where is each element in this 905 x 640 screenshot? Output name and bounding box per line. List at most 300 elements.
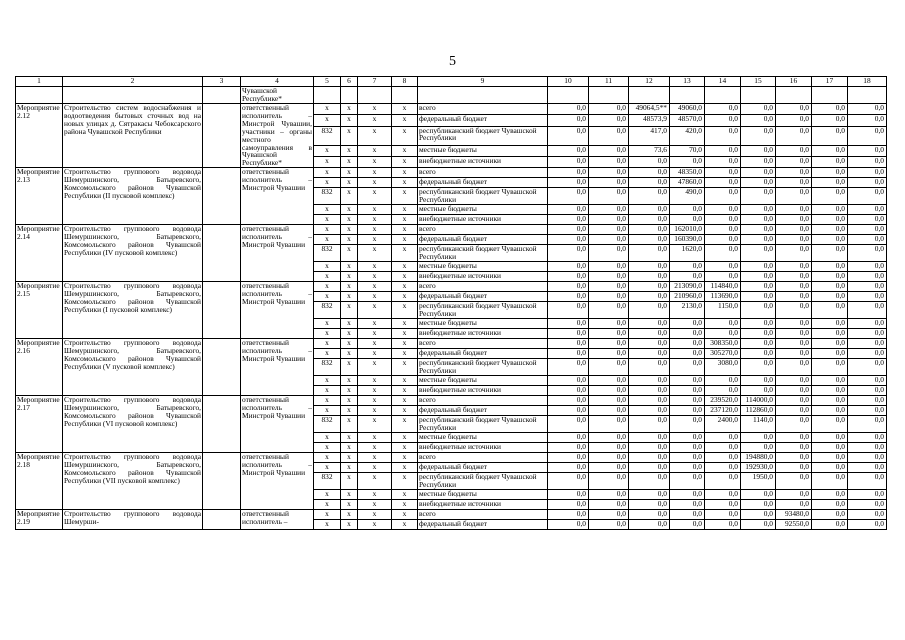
amount-cell: 0,0: [812, 292, 848, 302]
code-cell: x: [358, 272, 392, 282]
amount-cell: 0,0: [629, 386, 670, 396]
code-cell: x: [358, 490, 392, 500]
amount-cell: 0,0: [548, 319, 589, 329]
empty-cell: [314, 87, 341, 104]
code-cell: x: [341, 262, 358, 272]
column-header: 2: [63, 77, 203, 87]
amount-cell: 0,0: [548, 500, 589, 510]
code-cell: x: [314, 349, 341, 359]
code-cell: x: [358, 443, 392, 453]
code-cell: x: [341, 319, 358, 329]
column-header: 10: [548, 77, 589, 87]
measure-executor: ответственный исполнитель –: [241, 510, 314, 530]
amount-cell: 0,0: [848, 386, 887, 396]
amount-cell: 0,0: [741, 115, 776, 126]
empty-cell: [16, 87, 63, 104]
amount-cell: 0,0: [848, 490, 887, 500]
amount-cell: 0,0: [548, 510, 589, 520]
funding-source: местные бюджеты: [418, 490, 548, 500]
column-header: 5: [314, 77, 341, 87]
amount-cell: 0,0: [848, 443, 887, 453]
amount-cell: 0,0: [548, 329, 589, 339]
code-cell: x: [314, 178, 341, 188]
funding-source: внебюджетные источники: [418, 272, 548, 282]
amount-cell: 0,0: [589, 115, 629, 126]
code-cell: x: [358, 178, 392, 188]
measure-name: Строительство группового водовода Шемуршинского, Батыревского, Комсомольского районов Чувашской Республики (I пусковой комплекс): [63, 282, 203, 339]
code-cell: x: [392, 386, 418, 396]
funding-source: внебюджетные источники: [418, 215, 548, 225]
amount-cell: 0,0: [629, 416, 670, 433]
amount-cell: 0,0: [705, 272, 741, 282]
code-cell: x: [341, 520, 358, 530]
amount-cell: 0,0: [589, 205, 629, 215]
code-cell: x: [341, 235, 358, 245]
amount-cell: 0,0: [629, 292, 670, 302]
code-cell: x: [341, 126, 358, 145]
responsible-cell: [203, 396, 241, 453]
amount-cell: 0,0: [705, 453, 741, 463]
amount-cell: 210960,0: [670, 292, 705, 302]
amount-cell: 0,0: [776, 126, 812, 145]
amount-cell: 0,0: [741, 126, 776, 145]
code-cell: x: [358, 156, 392, 167]
amount-cell: 0,0: [629, 262, 670, 272]
column-header: 6: [341, 77, 358, 87]
amount-cell: 0,0: [741, 245, 776, 262]
amount-cell: 113690,0: [705, 292, 741, 302]
amount-cell: 0,0: [705, 329, 741, 339]
empty-cell: [670, 87, 705, 104]
measure-name: Строительство группового водовода Шемуршинского, Батыревского, Комсомольского районов Чувашской Республики (IV пусковой комплекс): [63, 225, 203, 282]
code-cell: x: [392, 453, 418, 463]
code-cell: x: [358, 302, 392, 319]
code-cell: x: [392, 292, 418, 302]
amount-cell: 0,0: [812, 473, 848, 490]
amount-cell: 0,0: [776, 188, 812, 205]
amount-cell: 0,0: [670, 396, 705, 406]
amount-cell: 0,0: [629, 376, 670, 386]
amount-cell: 0,0: [629, 406, 670, 416]
amount-cell: 0,0: [848, 500, 887, 510]
amount-cell: 237120,0: [705, 406, 741, 416]
amount-cell: 1150,0: [705, 302, 741, 319]
amount-cell: 0,0: [741, 490, 776, 500]
funding-source: всего: [418, 396, 548, 406]
amount-cell: 0,0: [670, 205, 705, 215]
amount-cell: 0,0: [589, 490, 629, 500]
amount-cell: 0,0: [629, 178, 670, 188]
amount-cell: 0,0: [776, 282, 812, 292]
measure-name: Строительство группового водовода Шемурши-: [63, 510, 203, 530]
amount-cell: 0,0: [589, 406, 629, 416]
code-cell: x: [392, 225, 418, 235]
amount-cell: 0,0: [741, 215, 776, 225]
empty-cell: [418, 87, 548, 104]
funding-source: республиканский бюджет Чувашской Республики: [418, 245, 548, 262]
amount-cell: 0,0: [629, 205, 670, 215]
column-header: 4: [241, 77, 314, 87]
code-cell: 832: [314, 473, 341, 490]
code-cell: x: [341, 188, 358, 205]
amount-cell: 0,0: [705, 500, 741, 510]
empty-cell: [203, 87, 241, 104]
amount-cell: 0,0: [741, 500, 776, 510]
funding-source: республиканский бюджет Чувашской Республики: [418, 126, 548, 145]
amount-cell: 0,0: [812, 168, 848, 178]
empty-cell: [63, 87, 203, 104]
amount-cell: 0,0: [776, 453, 812, 463]
amount-cell: 0,0: [548, 386, 589, 396]
page-number: 5: [449, 54, 456, 69]
amount-cell: 0,0: [812, 156, 848, 167]
amount-cell: 0,0: [812, 406, 848, 416]
code-cell: x: [341, 453, 358, 463]
amount-cell: 0,0: [548, 292, 589, 302]
amount-cell: 0,0: [589, 168, 629, 178]
amount-cell: 0,0: [848, 319, 887, 329]
funding-source: федеральный бюджет: [418, 235, 548, 245]
amount-cell: 0,0: [812, 520, 848, 530]
amount-cell: 0,0: [670, 490, 705, 500]
amount-cell: 0,0: [741, 520, 776, 530]
empty-cell: [341, 87, 358, 104]
code-cell: x: [392, 473, 418, 490]
amount-cell: 3080,0: [705, 359, 741, 376]
amount-cell: 0,0: [589, 510, 629, 520]
measure-name: Строительство группового водовода Шемуршинского, Батыревского, Комсомольского районов Чувашской Республики (V пусковой комплекс): [63, 339, 203, 396]
carryover-row: [16, 87, 887, 104]
code-cell: x: [392, 235, 418, 245]
code-cell: x: [341, 272, 358, 282]
amount-cell: 0,0: [629, 453, 670, 463]
code-cell: x: [392, 339, 418, 349]
amount-cell: 0,0: [848, 510, 887, 520]
amount-cell: 0,0: [776, 262, 812, 272]
amount-cell: 47860,0: [670, 178, 705, 188]
amount-cell: 0,0: [705, 319, 741, 329]
amount-cell: 0,0: [776, 443, 812, 453]
amount-cell: 0,0: [812, 302, 848, 319]
funding-source: внебюджетные источники: [418, 386, 548, 396]
measure-executor: ответственный исполнитель – Минстрой Чувашии: [241, 168, 314, 225]
column-header: 15: [741, 77, 776, 87]
amount-cell: 0,0: [548, 178, 589, 188]
amount-cell: 0,0: [741, 319, 776, 329]
amount-cell: 0,0: [848, 115, 887, 126]
amount-cell: 0,0: [589, 215, 629, 225]
measure-id: Мероприятие 2.14: [16, 225, 63, 282]
measure-name: Строительство группового водовода Шемуршинского, Батыревского, Комсомольского районов Чувашской Республики (VII пусковой комплекс): [63, 453, 203, 510]
funding-source: внебюджетные источники: [418, 500, 548, 510]
table-row: [16, 339, 887, 349]
code-cell: x: [341, 473, 358, 490]
amount-cell: 0,0: [741, 302, 776, 319]
amount-cell: 0,0: [670, 453, 705, 463]
amount-cell: 0,0: [629, 215, 670, 225]
code-cell: x: [392, 104, 418, 115]
measure-id: Мероприятие 2.18: [16, 453, 63, 510]
code-cell: x: [314, 319, 341, 329]
amount-cell: 0,0: [741, 386, 776, 396]
column-header: 17: [812, 77, 848, 87]
amount-cell: 0,0: [741, 205, 776, 215]
amount-cell: 0,0: [848, 520, 887, 530]
amount-cell: 0,0: [812, 386, 848, 396]
code-cell: x: [358, 188, 392, 205]
funding-source: всего: [418, 339, 548, 349]
funding-source: федеральный бюджет: [418, 178, 548, 188]
amount-cell: 0,0: [812, 433, 848, 443]
measure-executor: ответственный исполнитель – Минстрой Чувашии: [241, 339, 314, 396]
code-cell: x: [341, 302, 358, 319]
amount-cell: 0,0: [848, 453, 887, 463]
amount-cell: 0,0: [848, 329, 887, 339]
column-header: 7: [358, 77, 392, 87]
amount-cell: 0,0: [848, 245, 887, 262]
empty-cell: [548, 87, 589, 104]
amount-cell: 0,0: [548, 453, 589, 463]
amount-cell: 0,0: [670, 329, 705, 339]
code-cell: x: [392, 168, 418, 178]
code-cell: x: [358, 433, 392, 443]
table-row: [16, 282, 887, 292]
column-header: 9: [418, 77, 548, 87]
code-cell: x: [392, 115, 418, 126]
code-cell: x: [358, 215, 392, 225]
funding-source: всего: [418, 282, 548, 292]
amount-cell: 0,0: [741, 339, 776, 349]
measure-id: Мероприятие 2.17: [16, 396, 63, 453]
amount-cell: 0,0: [705, 178, 741, 188]
amount-cell: 0,0: [589, 272, 629, 282]
code-cell: x: [341, 178, 358, 188]
code-cell: 832: [314, 302, 341, 319]
code-cell: x: [392, 443, 418, 453]
code-cell: x: [314, 262, 341, 272]
code-cell: x: [392, 126, 418, 145]
amount-cell: 0,0: [705, 235, 741, 245]
amount-cell: 48573,9: [629, 115, 670, 126]
amount-cell: 1620,0: [670, 245, 705, 262]
code-cell: x: [314, 235, 341, 245]
funding-source: федеральный бюджет: [418, 463, 548, 473]
responsible-cell: [203, 282, 241, 339]
funding-source: местные бюджеты: [418, 433, 548, 443]
code-cell: x: [358, 339, 392, 349]
amount-cell: 0,0: [670, 473, 705, 490]
code-cell: x: [341, 443, 358, 453]
code-cell: x: [341, 510, 358, 520]
amount-cell: 0,0: [548, 490, 589, 500]
amount-cell: 0,0: [848, 433, 887, 443]
amount-cell: 0,0: [776, 235, 812, 245]
code-cell: x: [358, 376, 392, 386]
amount-cell: 0,0: [776, 349, 812, 359]
code-cell: x: [341, 406, 358, 416]
funding-source: федеральный бюджет: [418, 520, 548, 530]
code-cell: x: [341, 376, 358, 386]
amount-cell: 0,0: [741, 359, 776, 376]
amount-cell: 0,0: [589, 349, 629, 359]
amount-cell: 0,0: [670, 215, 705, 225]
amount-cell: 0,0: [670, 500, 705, 510]
amount-cell: 0,0: [589, 433, 629, 443]
code-cell: x: [341, 386, 358, 396]
amount-cell: 0,0: [670, 416, 705, 433]
amount-cell: 0,0: [812, 319, 848, 329]
amount-cell: 0,0: [776, 245, 812, 262]
code-cell: x: [358, 205, 392, 215]
amount-cell: 0,0: [548, 235, 589, 245]
code-cell: x: [392, 463, 418, 473]
code-cell: x: [341, 329, 358, 339]
amount-cell: 0,0: [812, 188, 848, 205]
column-header: 13: [670, 77, 705, 87]
code-cell: x: [341, 104, 358, 115]
code-cell: x: [314, 115, 341, 126]
amount-cell: 0,0: [589, 376, 629, 386]
code-cell: x: [314, 272, 341, 282]
amount-cell: 0,0: [776, 463, 812, 473]
amount-cell: 0,0: [705, 188, 741, 205]
measure-executor: ответственный исполнитель – Минстрой Чувашии, участники – органы местного самоуправления в Чувашской Республике*: [242, 103, 312, 168]
code-cell: x: [358, 359, 392, 376]
amount-cell: 0,0: [705, 156, 741, 167]
code-cell: x: [358, 282, 392, 292]
amount-cell: 0,0: [670, 510, 705, 520]
funding-source: всего: [418, 510, 548, 520]
amount-cell: 0,0: [776, 205, 812, 215]
code-cell: x: [358, 104, 392, 115]
amount-cell: 0,0: [670, 319, 705, 329]
code-cell: x: [392, 359, 418, 376]
amount-cell: 0,0: [812, 262, 848, 272]
amount-cell: 0,0: [741, 282, 776, 292]
column-header: 3: [203, 77, 241, 87]
code-cell: x: [358, 319, 392, 329]
amount-cell: 0,0: [589, 282, 629, 292]
table-row: [16, 225, 887, 235]
amount-cell: 0,0: [741, 178, 776, 188]
amount-cell: 0,0: [589, 453, 629, 463]
code-cell: x: [341, 433, 358, 443]
amount-cell: 0,0: [776, 416, 812, 433]
code-cell: x: [341, 349, 358, 359]
funding-source: республиканский бюджет Чувашской Республики: [418, 473, 548, 490]
amount-cell: 0,0: [629, 473, 670, 490]
funding-source: всего: [418, 168, 548, 178]
amount-cell: 0,0: [589, 329, 629, 339]
amount-cell: 0,0: [670, 349, 705, 359]
amount-cell: 0,0: [848, 406, 887, 416]
amount-cell: 0,0: [589, 235, 629, 245]
amount-cell: 0,0: [812, 104, 848, 115]
code-cell: x: [392, 302, 418, 319]
code-cell: x: [358, 463, 392, 473]
amount-cell: 0,0: [670, 520, 705, 530]
amount-cell: 0,0: [629, 490, 670, 500]
amount-cell: 0,0: [776, 178, 812, 188]
empty-cell: [705, 87, 741, 104]
amount-cell: 0,0: [776, 490, 812, 500]
funding-source: местные бюджеты: [418, 262, 548, 272]
amount-cell: 0,0: [812, 282, 848, 292]
code-cell: x: [314, 520, 341, 530]
amount-cell: 0,0: [812, 329, 848, 339]
table-row: [16, 396, 887, 406]
amount-cell: 0,0: [776, 500, 812, 510]
code-cell: x: [392, 178, 418, 188]
amount-cell: 0,0: [776, 145, 812, 156]
code-cell: x: [341, 145, 358, 156]
amount-cell: 0,0: [705, 520, 741, 530]
code-cell: x: [392, 396, 418, 406]
code-cell: x: [392, 406, 418, 416]
amount-cell: 0,0: [776, 115, 812, 126]
amount-cell: 160390,0: [670, 235, 705, 245]
amount-cell: 0,0: [848, 302, 887, 319]
amount-cell: 0,0: [589, 416, 629, 433]
measure-id: Мероприятие 2.13: [16, 168, 63, 225]
code-cell: x: [341, 168, 358, 178]
amount-cell: 0,0: [629, 349, 670, 359]
amount-cell: 0,0: [705, 126, 741, 145]
code-cell: x: [314, 282, 341, 292]
amount-cell: 0,0: [670, 262, 705, 272]
code-cell: x: [358, 406, 392, 416]
amount-cell: 70,0: [670, 145, 705, 156]
code-cell: x: [392, 520, 418, 530]
code-cell: x: [392, 245, 418, 262]
funding-source: федеральный бюджет: [418, 349, 548, 359]
code-cell: x: [358, 520, 392, 530]
code-cell: x: [358, 168, 392, 178]
amount-cell: 0,0: [741, 349, 776, 359]
amount-cell: 0,0: [670, 359, 705, 376]
code-cell: x: [314, 490, 341, 500]
amount-cell: 0,0: [812, 510, 848, 520]
funding-source: внебюджетные источники: [418, 443, 548, 453]
table-row: [16, 168, 887, 178]
code-cell: x: [314, 396, 341, 406]
amount-cell: 0,0: [741, 433, 776, 443]
code-cell: x: [314, 168, 341, 178]
amount-cell: 0,0: [670, 376, 705, 386]
amount-cell: 0,0: [629, 359, 670, 376]
amount-cell: 0,0: [548, 473, 589, 490]
amount-cell: 0,0: [589, 292, 629, 302]
amount-cell: 48570,0: [670, 115, 705, 126]
amount-cell: 0,0: [848, 349, 887, 359]
amount-cell: 0,0: [705, 443, 741, 453]
code-cell: x: [314, 205, 341, 215]
code-cell: x: [314, 500, 341, 510]
measure-name: Строительство систем водоснабжения и водоотведения бытовых сточных вод на новых улицах д. Сятракасы Чебоксарского района Чувашской Республики: [63, 104, 203, 168]
amount-cell: 0,0: [548, 520, 589, 530]
amount-cell: 0,0: [670, 463, 705, 473]
amount-cell: 417,0: [629, 126, 670, 145]
amount-cell: 0,0: [629, 443, 670, 453]
amount-cell: 162010,0: [670, 225, 705, 235]
amount-cell: 0,0: [589, 386, 629, 396]
code-cell: x: [358, 145, 392, 156]
amount-cell: 0,0: [705, 215, 741, 225]
carryover-executor: Чувашской Республике*: [241, 87, 314, 104]
funding-source: внебюджетные источники: [418, 156, 548, 167]
amount-cell: 0,0: [741, 262, 776, 272]
code-cell: x: [314, 376, 341, 386]
